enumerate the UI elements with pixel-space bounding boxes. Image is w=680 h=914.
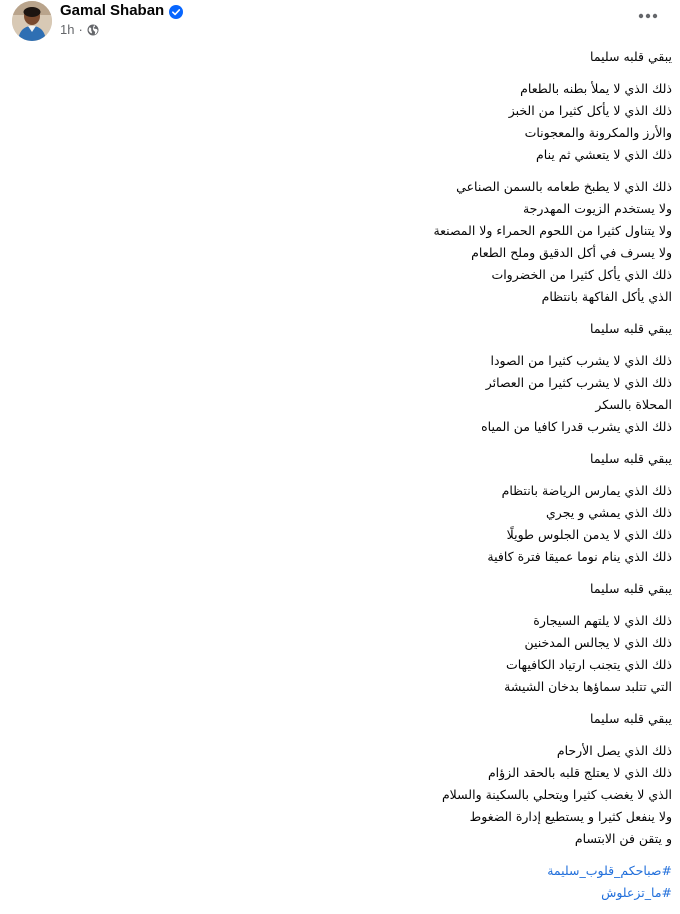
more-options-button[interactable] bbox=[634, 6, 662, 26]
hashtag-list bbox=[20, 860, 672, 904]
hashtag-link[interactable]: #ما_تزعلوش bbox=[601, 885, 672, 900]
author-line bbox=[60, 2, 183, 19]
meta-separator: · bbox=[78, 22, 83, 37]
post-line: ذلك الذي يشرب قدرا كافيا من المياه bbox=[481, 419, 672, 434]
avatar-image bbox=[12, 1, 52, 41]
post-paragraph bbox=[20, 78, 672, 166]
post-paragraph bbox=[20, 740, 672, 850]
post-line: ذلك الذي يأكل كثيرا من الخضروات bbox=[491, 267, 672, 282]
post-line: يبقي قلبه سليما bbox=[590, 49, 672, 64]
post-paragraph bbox=[20, 610, 672, 698]
more-options-icon bbox=[638, 13, 658, 19]
post-paragraph bbox=[20, 318, 672, 340]
post-line: ذلك الذي لا يلتهم السيجارة bbox=[533, 613, 672, 628]
post-text bbox=[20, 44, 672, 914]
author-name[interactable]: Gamal Shaban bbox=[60, 2, 165, 19]
post-line: ولا يتناول كثيرا من اللحوم الحمراء ولا المصنعة bbox=[433, 223, 672, 238]
post-line: ذلك الذي لا يعتلج قلبه بالحقد الزؤام bbox=[487, 765, 672, 780]
post-line: ذلك الذي يمشي و يجري bbox=[546, 505, 672, 520]
post-line: ذلك الذي لا يتعشي ثم ينام bbox=[536, 147, 672, 162]
post-line: ذلك الذي لا يشرب كثيرا من الصودا bbox=[490, 353, 672, 368]
verified-badge-icon bbox=[169, 4, 183, 18]
post-line: ولا ينفعل كثيرا و يستطيع إدارة الضغوط bbox=[469, 809, 672, 824]
author-avatar[interactable] bbox=[12, 1, 52, 41]
post-line: ذلك الذي لا يشرب كثيرا من العصائر bbox=[485, 375, 672, 390]
post-line: ذلك الذي يمارس الرياضة بانتظام bbox=[501, 483, 672, 498]
post-paragraph bbox=[20, 578, 672, 600]
post-line: الذي لا يغضب كثيرا ويتحلي بالسكينة والسلام bbox=[441, 787, 672, 802]
post-line: ذلك الذي لا يملأ بطنه بالطعام bbox=[520, 81, 672, 96]
post-line: ذلك الذي لا يطبخ طعامه بالسمن الصناعي bbox=[456, 179, 672, 194]
post-line: يبقي قلبه سليما bbox=[590, 711, 672, 726]
post-line: يبقي قلبه سليما bbox=[590, 581, 672, 596]
post-line: ولا يسرف في أكل الدقيق وملح الطعام bbox=[471, 245, 672, 260]
globe-icon[interactable] bbox=[87, 24, 99, 36]
post-line: ذلك الذي يصل الأرحام bbox=[556, 743, 672, 758]
post-line: ذلك الذي لا يجالس المدخنين bbox=[524, 635, 672, 650]
post-paragraph bbox=[20, 350, 672, 438]
post-line: يبقي قلبه سليما bbox=[590, 451, 672, 466]
post-paragraph bbox=[20, 480, 672, 568]
post-paragraph bbox=[20, 46, 672, 68]
post-line: ذلك الذي لا يدمن الجلوس طويلًا bbox=[506, 527, 672, 542]
post-line: و يتقن فن الابتسام bbox=[574, 831, 672, 846]
post-line: المحلاة بالسكر bbox=[595, 397, 672, 412]
post-header bbox=[10, 0, 674, 44]
post-paragraph bbox=[20, 176, 672, 308]
post-line: ذلك الذي لا يأكل كثيرا من الخبز bbox=[508, 103, 672, 118]
post-line: والأرز والمكرونة والمعجونات bbox=[524, 125, 672, 140]
post-time[interactable]: 1h bbox=[60, 22, 75, 37]
post-paragraph bbox=[20, 448, 672, 470]
post-line: التي تتلبد سماؤها بدخان الشيشة bbox=[504, 679, 672, 694]
hashtag-link[interactable]: #صباحكم_قلوب_سليمة bbox=[547, 863, 672, 878]
post-line: ذلك الذي ينام نوما عميقا فترة كافية bbox=[487, 549, 672, 564]
post-line: الذي يأكل الفاكهة بانتظام bbox=[541, 289, 672, 304]
post-paragraph bbox=[20, 708, 672, 730]
post-line: ذلك الذي يتجنب ارتياد الكافيهات bbox=[505, 657, 672, 672]
post-meta bbox=[60, 22, 99, 37]
post-line: يبقي قلبه سليما bbox=[590, 321, 672, 336]
post-line: ولا يستخدم الزيوت المهدرجة bbox=[522, 201, 672, 216]
